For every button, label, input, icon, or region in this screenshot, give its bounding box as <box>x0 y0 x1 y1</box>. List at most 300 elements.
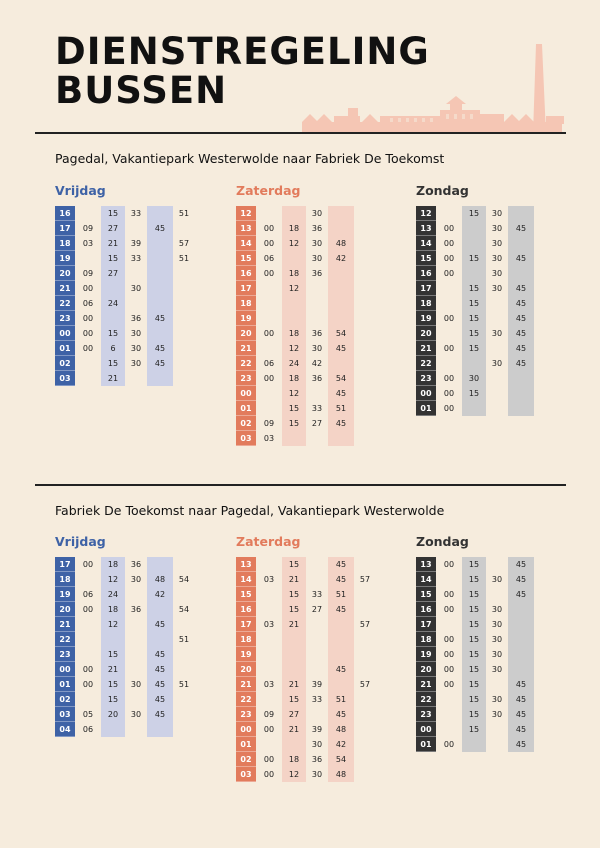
table-row <box>236 737 376 752</box>
table-row <box>416 557 556 572</box>
minute-cell: 45 <box>154 359 166 368</box>
hour-cell: 03 <box>236 767 256 782</box>
minute-cell: 20 <box>107 710 119 719</box>
minute-cell <box>173 557 195 572</box>
hour-cell: 18 <box>55 572 75 587</box>
minute-cell: 27 <box>311 419 323 428</box>
minute-cell <box>328 311 354 326</box>
minute-cell: 00 <box>82 329 94 338</box>
minute-cell: 00 <box>443 389 455 398</box>
hour-cell: 03 <box>55 707 75 722</box>
minute-cell <box>486 386 508 401</box>
table-row <box>416 722 556 737</box>
minute-cell: 03 <box>263 620 275 629</box>
minute-cell <box>508 617 534 632</box>
minute-cell: 42 <box>154 590 166 599</box>
minute-cell <box>256 632 282 647</box>
minute-cell: 36 <box>311 224 323 233</box>
minute-cell: 24 <box>107 590 119 599</box>
minute-cell: 6 <box>110 344 116 353</box>
minute-cell: 51 <box>178 209 190 218</box>
hour-cell: 16 <box>416 266 436 281</box>
day-label-zondag: Zondag <box>416 183 469 198</box>
minute-cell: 15 <box>288 404 300 413</box>
minute-cell <box>508 371 534 386</box>
minute-cell: 15 <box>288 560 300 569</box>
minute-cell <box>354 341 376 356</box>
minute-cell <box>256 662 282 677</box>
hour-cell: 23 <box>55 647 75 662</box>
minute-cell: 27 <box>107 269 119 278</box>
hour-cell: 03 <box>236 431 256 446</box>
minute-cell <box>125 371 147 386</box>
table-row <box>55 251 195 266</box>
minute-cell <box>125 692 147 707</box>
minute-cell: 15 <box>468 620 480 629</box>
table-row <box>236 236 376 251</box>
hour-cell: 14 <box>416 236 436 251</box>
minute-cell: 00 <box>82 284 94 293</box>
table-row <box>416 587 556 602</box>
minute-cell: 00 <box>443 269 455 278</box>
minute-cell <box>147 326 173 341</box>
minute-cell: 30 <box>491 620 503 629</box>
hour-cell: 00 <box>55 326 75 341</box>
minute-cell: 30 <box>491 359 503 368</box>
minute-cell: 51 <box>335 404 347 413</box>
table-row <box>55 662 195 677</box>
minute-cell: 30 <box>491 650 503 659</box>
hour-cell: 12 <box>236 206 256 221</box>
hour-cell: 02 <box>236 416 256 431</box>
minute-cell: 00 <box>443 374 455 383</box>
minute-cell: 15 <box>107 254 119 263</box>
hour-cell: 15 <box>416 251 436 266</box>
hour-cell: 19 <box>55 587 75 602</box>
minute-cell: 51 <box>178 680 190 689</box>
minute-cell <box>462 737 486 752</box>
hour-cell: 01 <box>55 677 75 692</box>
table-row <box>236 692 376 707</box>
minute-cell <box>436 707 462 722</box>
hour-cell: 01 <box>55 341 75 356</box>
minute-cell <box>147 632 173 647</box>
minute-cell <box>282 647 306 662</box>
minute-cell <box>306 632 328 647</box>
hour-cell: 22 <box>236 356 256 371</box>
table-row <box>416 632 556 647</box>
table-row <box>416 266 556 281</box>
minute-cell <box>173 662 195 677</box>
minute-cell: 45 <box>154 224 166 233</box>
minute-cell <box>328 296 354 311</box>
minute-cell: 18 <box>288 269 300 278</box>
minute-cell: 45 <box>515 314 527 323</box>
minute-cell: 36 <box>130 314 142 323</box>
minute-cell <box>462 266 486 281</box>
minute-cell <box>486 737 508 752</box>
minute-cell: 51 <box>178 635 190 644</box>
minute-cell: 18 <box>107 560 119 569</box>
minute-cell: 36 <box>311 269 323 278</box>
minute-cell <box>256 557 282 572</box>
minute-cell <box>436 281 462 296</box>
minute-cell <box>282 662 306 677</box>
minute-cell: 03 <box>263 434 275 443</box>
divider-line-middle <box>35 484 566 486</box>
minute-cell <box>306 707 328 722</box>
minute-cell <box>125 266 147 281</box>
minute-cell <box>328 356 354 371</box>
hour-cell: 21 <box>416 677 436 692</box>
hour-cell: 22 <box>416 692 436 707</box>
minute-cell <box>534 236 556 251</box>
minute-cell <box>436 572 462 587</box>
minute-cell: 57 <box>359 575 371 584</box>
minute-cell <box>534 557 556 572</box>
minute-cell <box>354 356 376 371</box>
table-row <box>55 647 195 662</box>
minute-cell: 45 <box>335 560 347 569</box>
minute-cell: 00 <box>82 605 94 614</box>
minute-cell: 51 <box>335 590 347 599</box>
minute-cell: 12 <box>107 575 119 584</box>
timetable-zaterdag <box>236 206 376 446</box>
minute-cell: 15 <box>468 329 480 338</box>
minute-cell: 12 <box>288 344 300 353</box>
minute-cell: 48 <box>154 575 166 584</box>
hour-cell: 16 <box>236 266 256 281</box>
minute-cell <box>508 236 534 251</box>
minute-cell <box>282 296 306 311</box>
table-row <box>416 341 556 356</box>
minute-cell: 21 <box>107 374 119 383</box>
table-row <box>416 617 556 632</box>
minute-cell <box>173 326 195 341</box>
hour-cell: 23 <box>416 371 436 386</box>
table-row <box>416 677 556 692</box>
minute-cell <box>306 311 328 326</box>
table-row <box>55 602 195 617</box>
minute-cell: 15 <box>468 590 480 599</box>
minute-cell: 45 <box>515 740 527 749</box>
minute-cell: 18 <box>107 605 119 614</box>
table-row <box>416 386 556 401</box>
minute-cell <box>306 386 328 401</box>
table-row <box>236 296 376 311</box>
hour-cell: 16 <box>55 206 75 221</box>
minute-cell <box>354 296 376 311</box>
minute-cell <box>354 692 376 707</box>
table-row <box>55 266 195 281</box>
minute-cell: 45 <box>154 314 166 323</box>
minute-cell <box>101 311 125 326</box>
minute-cell: 30 <box>130 710 142 719</box>
minute-cell <box>75 251 101 266</box>
minute-cell <box>354 266 376 281</box>
minute-cell: 30 <box>311 239 323 248</box>
minute-cell: 15 <box>468 665 480 674</box>
table-row <box>55 356 195 371</box>
minute-cell: 45 <box>515 590 527 599</box>
hour-cell: 18 <box>236 296 256 311</box>
hour-cell: 23 <box>416 707 436 722</box>
hour-cell: 20 <box>55 266 75 281</box>
minute-cell: 45 <box>515 344 527 353</box>
minute-cell <box>534 677 556 692</box>
table-row <box>236 311 376 326</box>
hour-cell: 23 <box>236 371 256 386</box>
minute-cell <box>486 296 508 311</box>
minute-cell <box>256 341 282 356</box>
minute-cell <box>354 386 376 401</box>
minute-cell <box>256 401 282 416</box>
minute-cell <box>354 557 376 572</box>
hour-cell: 18 <box>236 632 256 647</box>
hour-cell: 22 <box>236 692 256 707</box>
minute-cell <box>147 266 173 281</box>
minute-cell: 00 <box>443 680 455 689</box>
table-row <box>236 647 376 662</box>
minute-cell: 15 <box>468 344 480 353</box>
minute-cell: 03 <box>263 680 275 689</box>
table-row <box>416 206 556 221</box>
minute-cell <box>534 602 556 617</box>
minute-cell: 15 <box>468 560 480 569</box>
table-row <box>236 206 376 221</box>
minute-cell: 57 <box>359 680 371 689</box>
table-row <box>236 416 376 431</box>
minute-cell: 45 <box>335 575 347 584</box>
minute-cell <box>462 221 486 236</box>
minute-cell: 27 <box>311 605 323 614</box>
minute-cell: 30 <box>491 284 503 293</box>
minute-cell: 45 <box>515 560 527 569</box>
minute-cell <box>462 401 486 416</box>
hour-cell: 18 <box>416 296 436 311</box>
table-row <box>236 386 376 401</box>
minute-cell: 15 <box>468 575 480 584</box>
table-row <box>236 632 376 647</box>
minute-cell: 09 <box>263 419 275 428</box>
minute-cell <box>354 206 376 221</box>
table-row <box>236 221 376 236</box>
table-row <box>236 752 376 767</box>
title-line-2: BUSSEN <box>55 69 228 112</box>
minute-cell: 36 <box>311 329 323 338</box>
minute-cell <box>354 251 376 266</box>
minute-cell: 45 <box>515 299 527 308</box>
hour-cell: 03 <box>55 371 75 386</box>
minute-cell: 15 <box>107 695 119 704</box>
minute-cell <box>486 311 508 326</box>
minute-cell <box>534 662 556 677</box>
minute-cell: 45 <box>515 725 527 734</box>
title-line-1: DIENSTREGELING <box>55 30 430 73</box>
minute-cell <box>256 602 282 617</box>
minute-cell <box>508 632 534 647</box>
minute-cell: 18 <box>288 755 300 764</box>
minute-cell: 45 <box>515 254 527 263</box>
table-row <box>236 587 376 602</box>
minute-cell: 45 <box>335 605 347 614</box>
minute-cell <box>534 737 556 752</box>
minute-cell: 30 <box>130 344 142 353</box>
minute-cell: 21 <box>107 665 119 674</box>
minute-cell <box>306 662 328 677</box>
minute-cell: 03 <box>263 575 275 584</box>
table-row <box>236 617 376 632</box>
timetable-vrijdag <box>55 557 195 737</box>
minute-cell <box>147 236 173 251</box>
hour-cell: 00 <box>236 386 256 401</box>
minute-cell: 15 <box>288 590 300 599</box>
minute-cell <box>173 707 195 722</box>
hour-cell: 17 <box>55 557 75 572</box>
table-row <box>416 251 556 266</box>
minute-cell: 42 <box>335 740 347 749</box>
minute-cell <box>147 251 173 266</box>
minute-cell: 45 <box>515 224 527 233</box>
minute-cell: 21 <box>288 620 300 629</box>
minute-cell: 00 <box>443 665 455 674</box>
minute-cell: 18 <box>288 224 300 233</box>
table-row <box>55 692 195 707</box>
hour-cell: 22 <box>416 356 436 371</box>
minute-cell <box>173 296 195 311</box>
minute-cell: 30 <box>311 740 323 749</box>
minute-cell: 30 <box>491 665 503 674</box>
minute-cell: 00 <box>82 680 94 689</box>
minute-cell <box>508 386 534 401</box>
minute-cell: 21 <box>107 239 119 248</box>
hour-cell: 20 <box>416 326 436 341</box>
minute-cell: 15 <box>468 680 480 689</box>
table-row <box>55 707 195 722</box>
minute-cell <box>75 206 101 221</box>
minute-cell: 30 <box>130 359 142 368</box>
minute-cell: 15 <box>107 680 119 689</box>
minute-cell: 00 <box>263 755 275 764</box>
minute-cell <box>534 311 556 326</box>
minute-cell <box>125 587 147 602</box>
minute-cell <box>534 281 556 296</box>
minute-cell: 00 <box>82 560 94 569</box>
hour-cell: 19 <box>416 647 436 662</box>
minute-cell <box>354 707 376 722</box>
hour-cell: 17 <box>55 221 75 236</box>
table-row <box>416 707 556 722</box>
hour-cell: 01 <box>416 401 436 416</box>
minute-cell <box>306 281 328 296</box>
hour-cell: 14 <box>236 236 256 251</box>
hour-cell: 20 <box>416 662 436 677</box>
minute-cell <box>256 587 282 602</box>
hour-cell: 16 <box>236 602 256 617</box>
minute-cell <box>462 356 486 371</box>
minute-cell: 45 <box>154 680 166 689</box>
minute-cell <box>436 692 462 707</box>
minute-cell <box>486 677 508 692</box>
minute-cell: 39 <box>311 680 323 689</box>
table-row <box>55 677 195 692</box>
minute-cell <box>354 647 376 662</box>
minute-cell: 15 <box>288 419 300 428</box>
table-row <box>236 602 376 617</box>
minute-cell <box>354 767 376 782</box>
minute-cell <box>256 281 282 296</box>
minute-cell <box>173 221 195 236</box>
minute-cell <box>486 557 508 572</box>
minute-cell: 30 <box>491 635 503 644</box>
minute-cell: 51 <box>178 254 190 263</box>
minute-cell: 33 <box>311 404 323 413</box>
hour-cell: 15 <box>236 587 256 602</box>
hour-cell: 17 <box>236 617 256 632</box>
minute-cell: 51 <box>335 695 347 704</box>
minute-cell: 33 <box>130 254 142 263</box>
minute-cell: 45 <box>515 680 527 689</box>
minute-cell <box>256 737 282 752</box>
minute-cell <box>75 632 101 647</box>
minute-cell <box>436 617 462 632</box>
minute-cell <box>436 326 462 341</box>
minute-cell <box>354 431 376 446</box>
minute-cell: 30 <box>311 209 323 218</box>
minute-cell <box>75 371 101 386</box>
minute-cell <box>328 431 354 446</box>
minute-cell <box>354 236 376 251</box>
minute-cell: 15 <box>468 254 480 263</box>
minute-cell: 00 <box>443 590 455 599</box>
table-row <box>55 617 195 632</box>
minute-cell <box>282 431 306 446</box>
minute-cell: 45 <box>335 344 347 353</box>
minute-cell: 09 <box>263 710 275 719</box>
minute-cell: 45 <box>154 665 166 674</box>
minute-cell <box>436 722 462 737</box>
hour-cell: 22 <box>55 632 75 647</box>
minute-cell <box>436 296 462 311</box>
minute-cell <box>354 221 376 236</box>
minute-cell <box>125 722 147 737</box>
hour-cell: 00 <box>236 722 256 737</box>
minute-cell: 24 <box>288 359 300 368</box>
minute-cell: 57 <box>178 239 190 248</box>
minute-cell: 30 <box>491 239 503 248</box>
minute-cell <box>173 281 195 296</box>
minute-cell <box>508 401 534 416</box>
minute-cell <box>147 281 173 296</box>
minute-cell <box>125 632 147 647</box>
minute-cell: 30 <box>491 575 503 584</box>
route-heading-return: Fabriek De Toekomst naar Pagedal, Vakantiepark Westerwolde <box>55 503 445 518</box>
minute-cell <box>282 311 306 326</box>
minute-cell <box>354 401 376 416</box>
minute-cell <box>256 296 282 311</box>
minute-cell: 06 <box>263 254 275 263</box>
table-row <box>55 296 195 311</box>
minute-cell: 48 <box>335 239 347 248</box>
minute-cell <box>306 572 328 587</box>
minute-cell: 24 <box>107 299 119 308</box>
minute-cell <box>125 221 147 236</box>
minute-cell: 15 <box>288 695 300 704</box>
table-row <box>55 326 195 341</box>
minute-cell: 45 <box>154 710 166 719</box>
minute-cell: 00 <box>443 344 455 353</box>
day-label-zaterdag: Zaterdag <box>236 183 301 198</box>
